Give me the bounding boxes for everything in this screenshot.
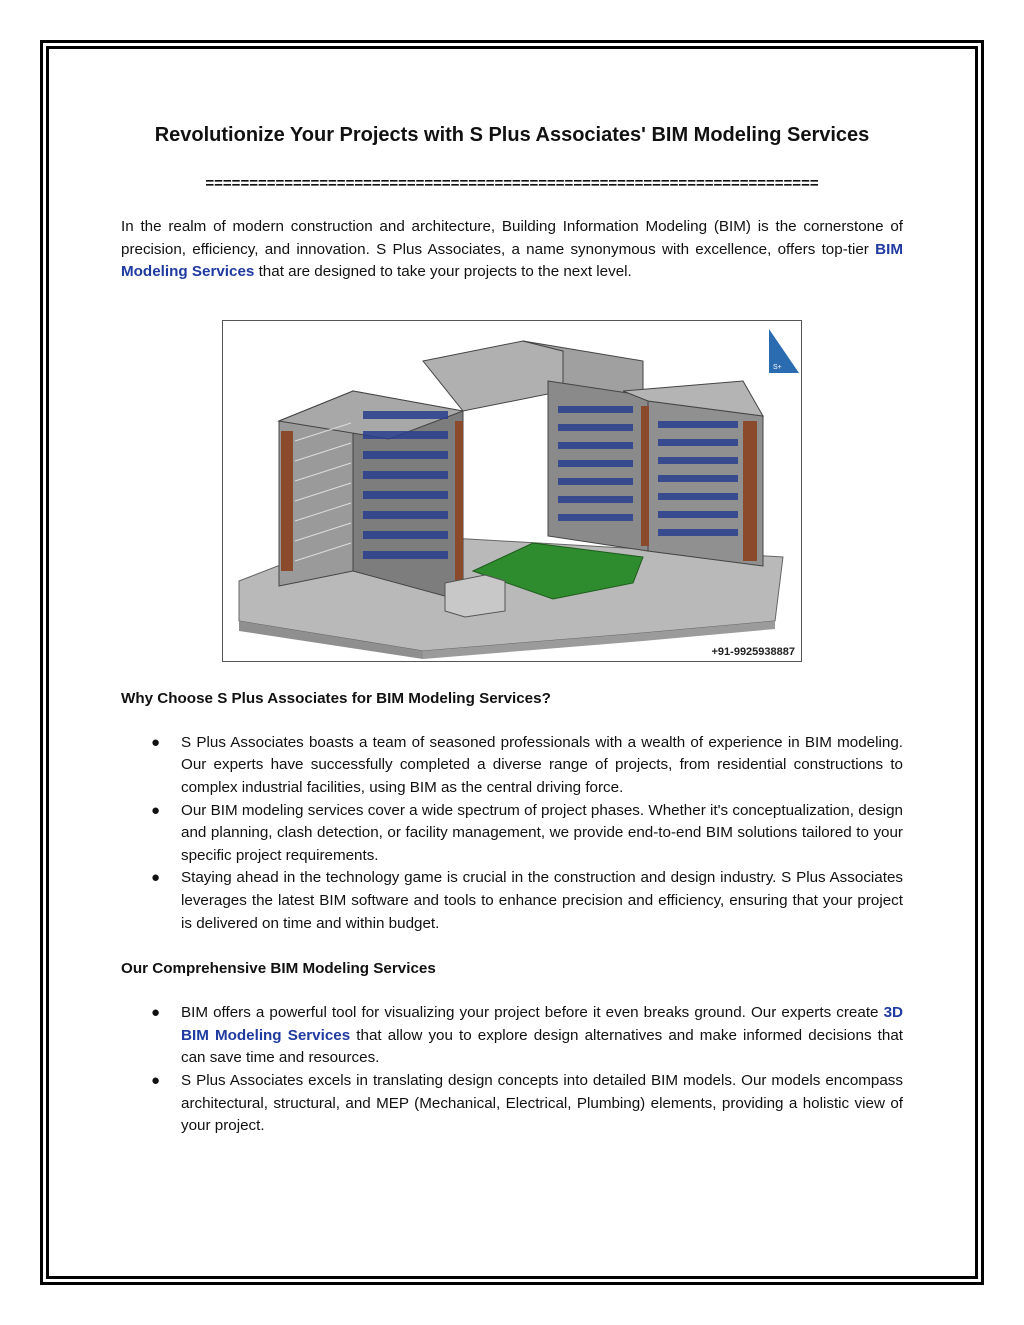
- separator-line: ======================================================================: [205, 175, 819, 192]
- why-choose-heading: Why Choose S Plus Associates for BIM Modeling Services?: [121, 689, 551, 707]
- list-item-text: [181, 1002, 903, 1070]
- bullet-icon: ●: [151, 1071, 161, 1089]
- services-item1-before: BIM offers a powerful tool for visualizing your project before it even breaks ground. Our experts create: [181, 1004, 884, 1022]
- bullet-icon: ●: [151, 869, 161, 887]
- list-item: [121, 867, 903, 935]
- list-item: [121, 1002, 903, 1070]
- list-item-text: Our BIM modeling services cover a wide spectrum of project phases. Whether it's conceptualization, design and planning, clash detection, or facility management, we provide end-to-end BIM solutions tailored to your specific project requirements.: [181, 801, 903, 864]
- bim-modeling-services-link[interactable]: BIM Modeling Services: [121, 240, 903, 281]
- bullet-icon: ●: [151, 733, 161, 751]
- intro-paragraph: [121, 216, 903, 284]
- logo-text: S+: [773, 363, 782, 371]
- list-item: [121, 732, 903, 800]
- list-item-text: S Plus Associates excels in translating design concepts into detailed BIM models. Our models encompass architectural, structural, and MEP (Mechanical, Electrical, Plumbing) elements, providing a holistic view of your project.: [181, 1071, 903, 1135]
- intro-text-before: In the realm of modern construction and architecture, Building Information Modeling (BIM) is the cornerstone of precision, efficiency, and innovation. S Plus Associates, a name synonymous with excellence, offers top-tier: [121, 218, 903, 258]
- why-choose-list: [121, 732, 903, 935]
- document-content: [121, 120, 903, 1138]
- list-item: [121, 1070, 903, 1138]
- phone-number: +91-9925938887: [711, 645, 795, 658]
- list-item: [121, 800, 903, 868]
- services-item1-after: that allow you to explore design alternatives and make informed decisions that can save time and resources.: [181, 1026, 903, 1067]
- list-item-text: S Plus Associates boasts a team of seasoned professionals with a wealth of experience in BIM modeling. Our experts have successfully completed a diverse range of projects, from residential constructions to complex industrial facilities, using BIM as the central driving force.: [181, 733, 903, 796]
- services-list: [121, 1002, 903, 1138]
- page-title: Revolutionize Your Projects with S Plus Associates' BIM Modeling Services: [154, 124, 870, 146]
- s-plus-logo-icon: [769, 329, 799, 373]
- list-item-text: Staying ahead in the technology game is crucial in the construction and design industry. S Plus Associates leverages the latest BIM software and tools to enhance precision and efficiency, ensuring that your project is delivered on time and within budget.: [181, 869, 903, 932]
- bullet-icon: ●: [151, 801, 161, 819]
- services-heading: Our Comprehensive BIM Modeling Services: [121, 960, 436, 978]
- bim-building-illustration: [223, 321, 801, 661]
- intro-text-after: that are designed to take your projects to the next level.: [254, 263, 632, 281]
- 3d-bim-modeling-services-link[interactable]: 3D BIM Modeling Services: [181, 1004, 903, 1044]
- building-model-image: [222, 320, 802, 662]
- bullet-icon: ●: [151, 1004, 161, 1022]
